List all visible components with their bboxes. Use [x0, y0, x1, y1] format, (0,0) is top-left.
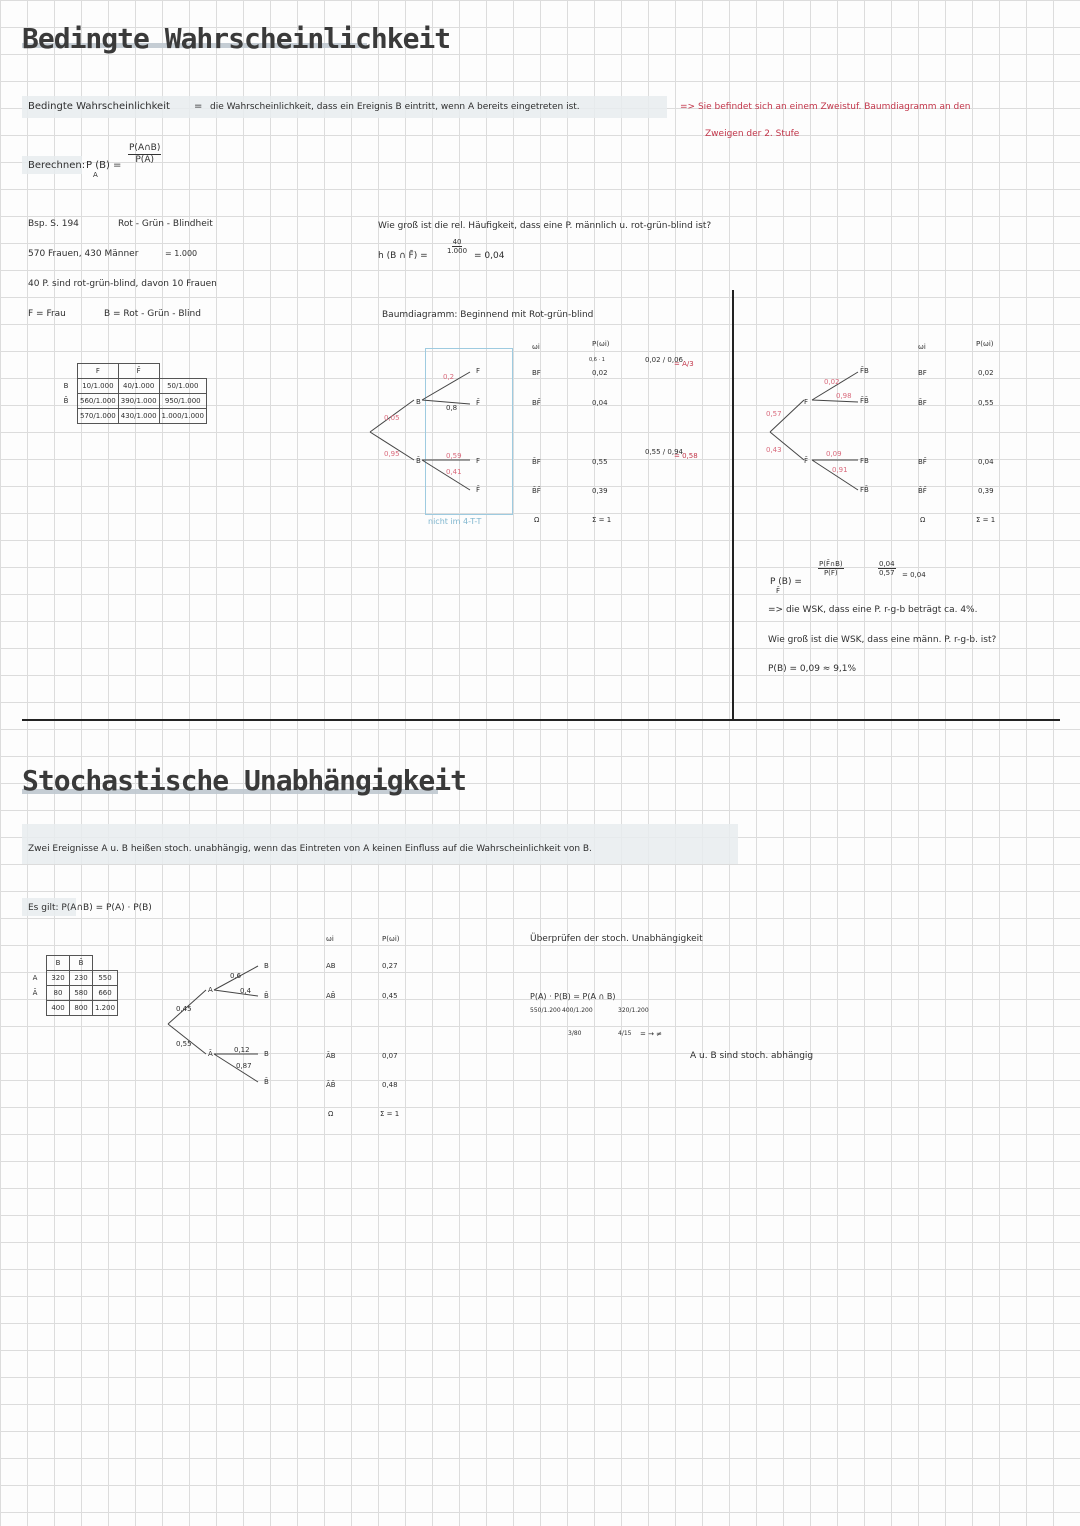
tree2-node: F̄ — [804, 457, 809, 465]
table1-cell: 50/1.000 — [159, 379, 206, 394]
example-fact: 40 P. sind rot-grün-blind, davon 10 Frauen — [28, 279, 217, 289]
example-total: = 1.000 — [165, 249, 198, 258]
question-text: Wie groß ist die rel. Häufigkeit, dass eine P. männlich u. rot-grün-blind ist? — [378, 221, 712, 231]
tree1-sum: Σ = 1 — [592, 516, 612, 524]
formula-sub: A — [93, 171, 98, 179]
example-topic: Rot - Grün - Blindheit — [118, 219, 213, 229]
table1-cell: 40/1.000 — [118, 379, 159, 394]
table2-cell: 580 — [70, 986, 93, 1001]
check-frac3: 320/1.200 — [618, 1007, 649, 1014]
conclusion-fraction — [818, 560, 844, 577]
tree2-omega: Ω — [920, 516, 926, 524]
formula-label: Berechnen: — [28, 160, 86, 171]
tree1-prob: 0,39 — [592, 487, 608, 495]
question-den: 1.000 — [447, 247, 468, 255]
section2-rule: Es gilt: P(A∩B) = P(A) · P(B) — [28, 903, 152, 913]
tree3-node: A — [208, 986, 213, 994]
tree2-outcome: B̄F̄ — [918, 487, 927, 495]
table1-row-bbar: B̄ — [63, 397, 69, 405]
tree2-node: FB̄ — [860, 486, 869, 494]
tree1-branch-label: 0,2 — [443, 373, 455, 381]
tree3-col-omega: ωi — [326, 935, 334, 943]
tree1-node: F — [476, 457, 481, 465]
tree2-branch-label: 0,91 — [832, 466, 848, 474]
tree2-branch-label: 0,09 — [826, 450, 842, 458]
table2-cell: 1.200 — [93, 1001, 118, 1016]
tree1-node: B̄ — [416, 457, 421, 465]
tree2-prob: 0,55 — [978, 399, 994, 407]
tree1-small-note: 0,6 · 1 — [589, 357, 605, 363]
tree1-caption: nicht im 4-T-T — [428, 517, 482, 526]
def-f: F = Frau — [28, 309, 66, 319]
tree2-prob: 0,02 — [978, 369, 994, 377]
formula-den: P(A) — [135, 155, 154, 165]
tree3-sum: Σ = 1 — [380, 1110, 400, 1118]
check-step1: 3/80 — [568, 1030, 582, 1037]
tree2-outcome: BF̄ — [918, 458, 927, 466]
tree2-outcome: BF — [918, 369, 927, 377]
horizontal-divider — [22, 719, 1060, 721]
table1-col-f: F — [78, 364, 119, 379]
four-field-table-1 — [55, 363, 207, 424]
tree1-side-result-2: = 0,58 — [674, 452, 698, 460]
tree2-sum: Σ = 1 — [976, 516, 996, 524]
tree2-prob: 0,04 — [978, 458, 994, 466]
tree2-branch-label: 0,57 — [766, 410, 782, 418]
example-ref: Bsp. S. 194 — [28, 219, 79, 229]
check-step2: 4/15 — [618, 1030, 632, 1037]
tree3-prob: 0,45 — [382, 992, 398, 1000]
table2-cell: 320 — [47, 971, 70, 986]
tree1-heading: Baumdiagramm: Beginnend mit Rot-grün-blind — [382, 310, 594, 320]
tree3-node: B̄ — [264, 1078, 269, 1086]
tree1-side-calc-2: 0,55 / 0,94 — [645, 448, 683, 456]
formula-num: P(A∩B) — [129, 143, 161, 153]
tree1-node: F̄ — [476, 399, 481, 407]
tree1-prob: 0,55 — [592, 458, 608, 466]
conclusion-line1: => die WSK, dass eine P. r-g-b beträgt ca. 4%. — [768, 605, 978, 615]
tree1-prob: 0,02 — [592, 369, 608, 377]
tree1-outcome: B̄F̄ — [532, 487, 541, 495]
tree3-outcome: ĀB — [326, 1052, 336, 1060]
tree3-prob: 0,07 — [382, 1052, 398, 1060]
tree2-branch-label: 0,02 — [824, 378, 840, 386]
table1-cell: 560/1.000 — [78, 394, 119, 409]
tree3-branch-label: 0,6 — [230, 972, 242, 980]
tree3-col-p: P(ωi) — [382, 935, 400, 943]
tree3-branch-label: 0,55 — [176, 1040, 192, 1048]
tree3-node: B — [264, 962, 269, 970]
table2-row-a: A — [32, 974, 38, 982]
conclusion-num-val: 0,04 — [879, 560, 895, 568]
tree2-branch-label: 0,43 — [766, 446, 782, 454]
check-frac2: 400/1.200 — [562, 1007, 593, 1014]
conclusion-value-fraction — [878, 560, 896, 577]
tree1-branch-label: 0,59 — [446, 452, 462, 460]
conclusion-den: P(F̄) — [823, 569, 838, 577]
check-frac1: 550/1.200 — [530, 1007, 561, 1014]
tree3-branch-label: 0,4 — [240, 987, 252, 995]
red-note-line2: Zweigen der 2. Stufe — [705, 129, 800, 139]
section2-title: Stochastische Unabhängigkeit — [22, 764, 467, 797]
definition-text: die Wahrscheinlichkeit, dass ein Ereignis B eintritt, wenn A bereits eingetreten ist. — [210, 102, 580, 112]
tree3-branch-label: 0,12 — [234, 1046, 250, 1054]
def-b: B = Rot - Grün - Blind — [104, 309, 201, 319]
tree1-prob: 0,04 — [592, 399, 608, 407]
table2-cell: 660 — [93, 986, 118, 1001]
table2-cell: 230 — [70, 971, 93, 986]
tree3-prob: 0,48 — [382, 1081, 398, 1089]
table1-row-b: B — [63, 382, 69, 390]
example-counts: 570 Frauen, 430 Männer — [28, 249, 139, 259]
check-formula: P(A) · P(B) = P(A ∩ B) — [530, 992, 616, 1001]
tree3-node: B̄ — [264, 992, 269, 1000]
tree3-prob: 0,27 — [382, 962, 398, 970]
formula-lhs: P (B) = — [86, 160, 122, 171]
conclusion-result: = 0,04 — [902, 571, 926, 579]
tree1-node: B — [416, 398, 421, 406]
tree1-col-omega: ωi — [532, 343, 540, 351]
tree2-node: F — [804, 398, 809, 406]
table2-cell: 80 — [47, 986, 70, 1001]
tree2-col-p: P(ωi) — [976, 340, 994, 348]
vertical-divider — [732, 290, 734, 720]
tree1-outcome: BF — [532, 369, 541, 377]
tree3-outcome: AB — [326, 962, 336, 970]
tree1-branch-label: 0,8 — [446, 404, 458, 412]
conclusion-line3: P(B) = 0,09 ≈ 9,1% — [768, 664, 857, 674]
tree2-node: FB — [860, 457, 869, 465]
tree1-node: F̄ — [476, 486, 481, 494]
table1-cell: 10/1.000 — [78, 379, 119, 394]
conclusion-num: P(F̄∩B) — [819, 560, 843, 568]
table2-col-bbar: B̄ — [70, 956, 93, 971]
red-note-line1: => Sie befindet sich an einem Zweistuf. Baumdiagramm an den — [680, 102, 971, 112]
tree1-branch-label: 0,95 — [384, 450, 400, 458]
conclusion-line2: Wie groß ist die WSK, dass eine männ. P. r-g-b. ist? — [768, 635, 997, 645]
check-neq: = → ≠ — [640, 1030, 663, 1038]
tree1-branch-label: 0,05 — [384, 414, 400, 422]
tree1-side-calc-1: 0,02 / 0,06 — [645, 356, 683, 364]
tree3-node: B — [264, 1050, 269, 1058]
question-num: 40 — [452, 238, 462, 246]
table1-col-fbar: F̄ — [118, 364, 159, 379]
tree3-branch-label: 0,87 — [236, 1062, 252, 1070]
question-lhs: h (B ∩ F̄) = — [378, 251, 428, 261]
table2-row-abar: Ā — [32, 989, 38, 997]
tree3-lines — [168, 960, 278, 1090]
definition-term: Bedingte Wahrscheinlichkeit — [28, 101, 170, 112]
table1-cell: 430/1.000 — [118, 409, 159, 424]
tree1-node: F — [476, 367, 481, 375]
tree1-side-result-1: = A/3 — [674, 360, 694, 368]
table2-col-b: B — [47, 956, 70, 971]
tree3-outcome: ĀB̄ — [326, 1081, 336, 1089]
section2-definition: Zwei Ereignisse A u. B heißen stoch. unabhängig, wenn das Eintreten von A keinen Einfluss auf die Wahrscheinlichkeit von B. — [28, 844, 592, 854]
tree2-node: F̄B — [860, 367, 869, 375]
conclusion-sub: F̄ — [776, 587, 781, 595]
formula-fraction — [128, 143, 161, 166]
definition-eq: = — [194, 101, 203, 112]
tree1-col-p: P(ωi) — [592, 340, 610, 348]
table2-cell: 550 — [93, 971, 118, 986]
tree2-node: F̄B̄ — [860, 397, 869, 405]
tree1-lines — [370, 360, 490, 500]
table2-cell: 800 — [70, 1001, 93, 1016]
tree3-branch-label: 0,45 — [176, 1005, 192, 1013]
tree2-branch-label: 0,98 — [836, 392, 852, 400]
tree3-outcome: AB̄ — [326, 992, 336, 1000]
tree2-col-omega: ωi — [918, 343, 926, 351]
section1-title: Bedingte Wahrscheinlichkeit — [22, 22, 451, 55]
tree1-outcome: B̄F — [532, 458, 541, 466]
check-conclusion: A u. B sind stoch. abhängig — [690, 1051, 814, 1061]
question-result: = 0,04 — [474, 251, 505, 261]
tree1-omega: Ω — [534, 516, 540, 524]
check-heading: Überprüfen der stoch. Unabhängigkeit — [530, 934, 703, 944]
tree2-prob: 0,39 — [978, 487, 994, 495]
tree1-branch-label: 0,41 — [446, 468, 462, 476]
conclusion-lhs: P (B) = — [770, 577, 802, 587]
tree3-node: Ā — [208, 1050, 213, 1058]
question-fraction — [447, 238, 467, 255]
table2-cell: 400 — [47, 1001, 70, 1016]
tree2-outcome: B̄F — [918, 399, 927, 407]
four-field-table-2 — [24, 955, 118, 1016]
tree1-outcome: BF̄ — [532, 399, 541, 407]
tree3-omega: Ω — [328, 1110, 334, 1118]
conclusion-den-val: 0,57 — [879, 569, 895, 577]
table1-cell: 390/1.000 — [118, 394, 159, 409]
table1-cell: 1.000/1.000 — [159, 409, 206, 424]
table1-cell: 950/1.000 — [159, 394, 206, 409]
table1-cell: 570/1.000 — [78, 409, 119, 424]
